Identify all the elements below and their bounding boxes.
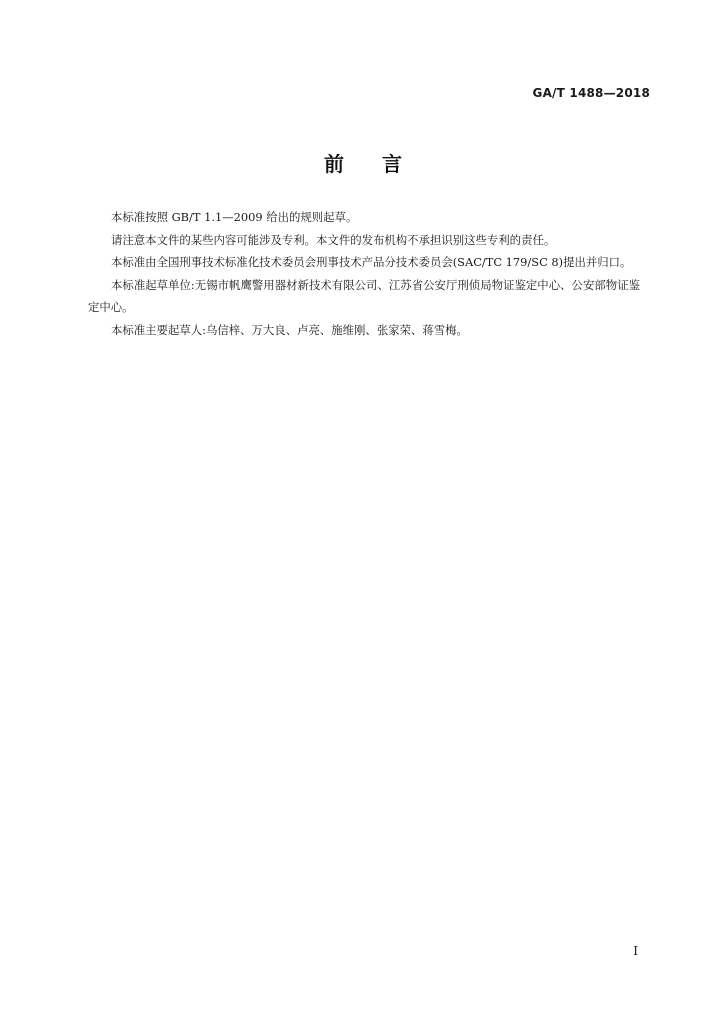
document-code: GA/T 1488—2018 <box>532 86 650 100</box>
paragraph-drafters: 本标准主要起草人:乌信梓、万大良、卢亮、施维刚、张家荣、蒋雪梅。 <box>111 322 468 337</box>
paragraph-drafting-units: 本标准起草单位:无锡市帆鹰警用器材新技术有限公司、江苏省公安厅刑侦局物证鉴定中心、公安部物证鉴定中心。 <box>88 277 640 315</box>
page-title <box>0 148 726 177</box>
page-number: I <box>633 944 638 958</box>
title-char-1: 前 <box>324 152 344 176</box>
paragraph-proposer: 本标准由全国刑事技术标准化技术委员会刑事技术产品分技术委员会(SAC/TC 179/SC 8)提出并归口。 <box>111 255 632 270</box>
paragraph-drafting-rules: 本标准按照 GB/T 1.1—2009 给出的规则起草。 <box>111 210 358 224</box>
paragraph-patent-notice: 请注意本文件的某些内容可能涉及专利。本文件的发布机构不承担识别这些专利的责任。 <box>111 232 556 247</box>
foreword-body <box>88 206 640 342</box>
title-char-2: 言 <box>382 152 402 176</box>
